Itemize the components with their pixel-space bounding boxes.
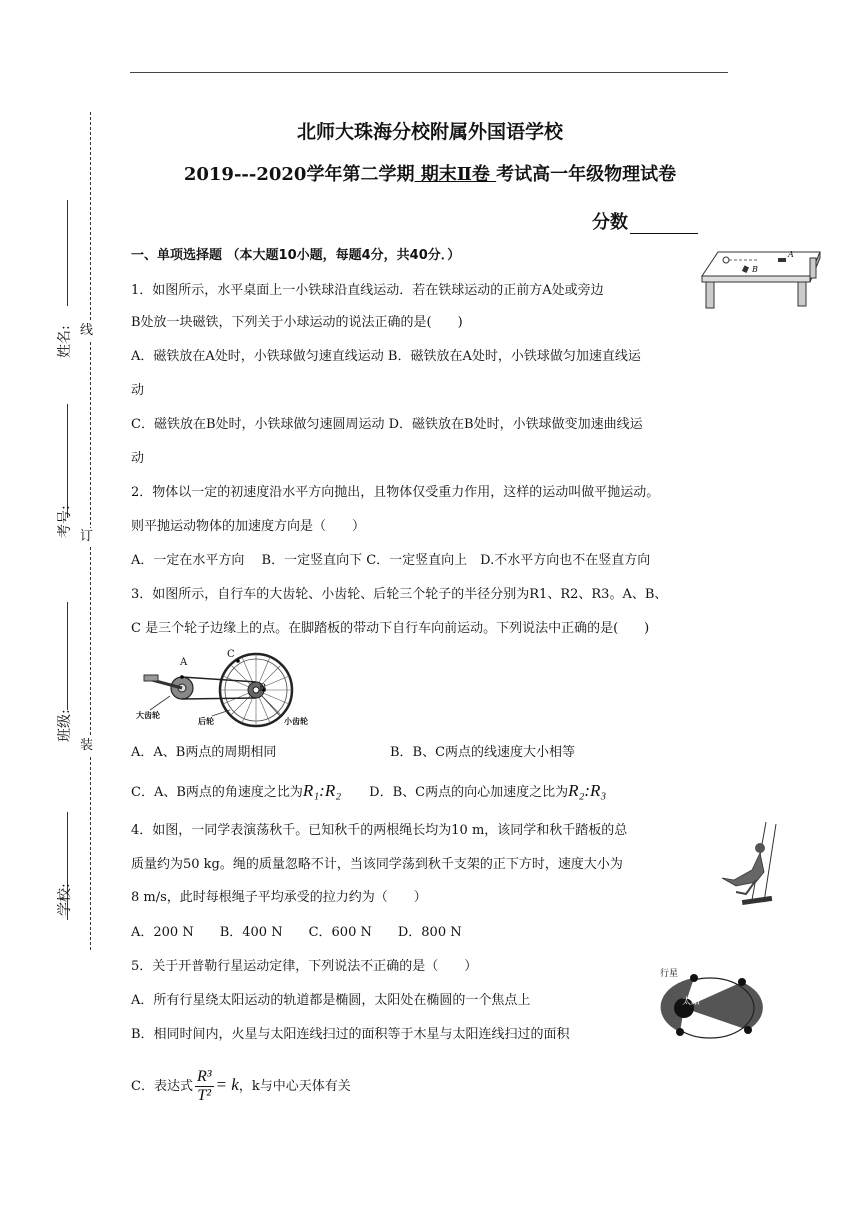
q5-kepler-fraction <box>195 1068 214 1105</box>
q3-stem-line1: 3．如图所示，自行车的大齿轮、小齿轮、后轮三个轮子的半径分别为R1、R2、R3。A、B、 <box>131 587 668 602</box>
exam-no-blank[interactable] <box>67 404 68 518</box>
q3-option-a: A．A、B两点的周期相同 <box>131 745 277 760</box>
q3-fig-rear-wheel: 后轮 <box>198 716 214 726</box>
q5-fig-sun-label: 太阳 <box>682 997 701 1007</box>
q1-option-ab-cont: 动 <box>131 383 145 398</box>
q5-fig-planet-label: 行星 <box>660 969 679 979</box>
q5-option-b: B．相同时间内，火星与太阳连线扫过的面积等于木星与太阳连线扫过的面积 <box>131 1027 570 1042</box>
q5-option-a: A．所有行星绕太阳运动的轨道都是椭圆，太阳处在椭圆的一个焦点上 <box>131 993 531 1008</box>
score-blank[interactable] <box>630 215 698 234</box>
q1-stem-line1: 1．如图所示，水平桌面上一小铁球沿直线运动．若在铁球运动的正前方A处或旁边 <box>131 283 604 298</box>
q4-stem-line3: 8 m/s，此时每根绳子平均承受的拉力约为（ ） <box>131 890 427 905</box>
q1-option-ab: A．磁铁放在A处时，小铁球做匀速直线运动 B．磁铁放在A处时，小铁球做匀加速直线运 <box>131 349 641 364</box>
cut-line-mark: 线 <box>80 323 94 338</box>
q3-option-cd <box>131 782 606 802</box>
cut-ding-mark: 订 <box>80 529 94 544</box>
q1-option-cd: C．磁铁放在B处时，小铁球做匀速圆周运动 D．磁铁放在B处时，小铁球做变加速曲线运 <box>131 417 643 432</box>
q5-option-c <box>131 1064 351 1108</box>
q1-fig-label-b: B <box>752 265 758 274</box>
q3-fig-label-a: A <box>180 657 188 668</box>
q3-stem-line2: C 是三个轮子边缘上的点。在脚踏板的带动下自行车向前运动。下列说法中正确的是( ) <box>131 621 650 636</box>
class-blank[interactable] <box>67 602 68 710</box>
header-rule <box>130 72 728 73</box>
exam-title-paper: 期末Ⅱ卷 <box>414 164 497 185</box>
q4-stem-line1: 4．如图，一同学表演荡秋千。已知秋千的两根绳长均为10 m，该同学和秋千踏板的总 <box>131 823 628 838</box>
section-heading: 一、单项选择题 （本大题10小题，每题4分，共40分．） <box>131 248 461 263</box>
school-label: 学校: <box>57 883 73 916</box>
q1-option-cd-cont: 动 <box>131 451 145 466</box>
q5-stem: 5．关于开普勒行星运动定律，下列说法不正确的是（ ） <box>131 959 478 974</box>
exam-no-label: 考号: <box>57 505 73 538</box>
q1-fig-label-a: A <box>788 250 794 259</box>
q3-fig-label-b: B <box>259 683 267 694</box>
q5-fraction-denominator: T² <box>197 1087 212 1104</box>
exam-title <box>0 160 860 186</box>
name-label: 姓名: <box>57 325 73 358</box>
q5-equals-k: = k <box>215 1075 239 1094</box>
q3-option-d-math: R₂:R₃ <box>568 781 607 800</box>
q4-swing-figure <box>716 820 784 912</box>
q3-option-b: B．B、C两点的线速度大小相等 <box>390 745 576 760</box>
q4-stem-line2: 质量约为50 kg。绳的质量忽略不计，当该同学荡到秋千支架的正下方时，速度大小为 <box>131 857 623 872</box>
q3-option-c-math: R₁:R₂ <box>302 781 342 800</box>
exam-title-subject: 考试高一年级物理试卷 <box>496 164 677 185</box>
q3-option-d: D．B、C两点的向心加速度之比为 <box>369 785 569 800</box>
score-label: 分数 <box>592 212 628 233</box>
q5-option-c-suffix: ，k与中心天体有关 <box>238 1079 351 1094</box>
q3-fig-big-gear: 大齿轮 <box>136 710 160 720</box>
q1-stem-line2: B处放一块磁铁，下列关于小球运动的说法正确的是( ) <box>131 315 463 330</box>
name-blank[interactable] <box>67 200 68 306</box>
q2-stem-line1: 2．物体以一定的初速度沿水平方向抛出，且物体仅受重力作用，这样的运动叫做平抛运动。 <box>131 485 660 500</box>
score-field <box>592 208 698 234</box>
q5-option-c-prefix: C．表达式 <box>131 1079 193 1094</box>
cut-zhuang-mark: 装 <box>80 738 94 753</box>
q4-options: A．200 N B．400 N C．600 N D．800 N <box>131 925 462 940</box>
exam-title-year: 2019---2020学年第二学期 <box>183 164 415 185</box>
q2-options: A．一定在水平方向 B．一定竖直向下 C．一定竖直向上 D.不水平方向也不在竖直方向 <box>131 553 651 568</box>
school-name: 北师大珠海分校附属外国语学校 <box>296 121 563 143</box>
q3-option-c: C．A、B两点的角速度之比为 <box>131 785 303 800</box>
q2-stem-line2: 则平抛运动物体的加速度方向是（ ） <box>131 519 366 534</box>
q1-table-figure <box>698 246 824 310</box>
q3-fig-small-gear: 小齿轮 <box>284 716 308 726</box>
q3-fig-label-c: C <box>227 649 235 660</box>
q5-fraction-numerator: R³ <box>196 1068 212 1085</box>
class-label: 班级: <box>57 709 73 742</box>
